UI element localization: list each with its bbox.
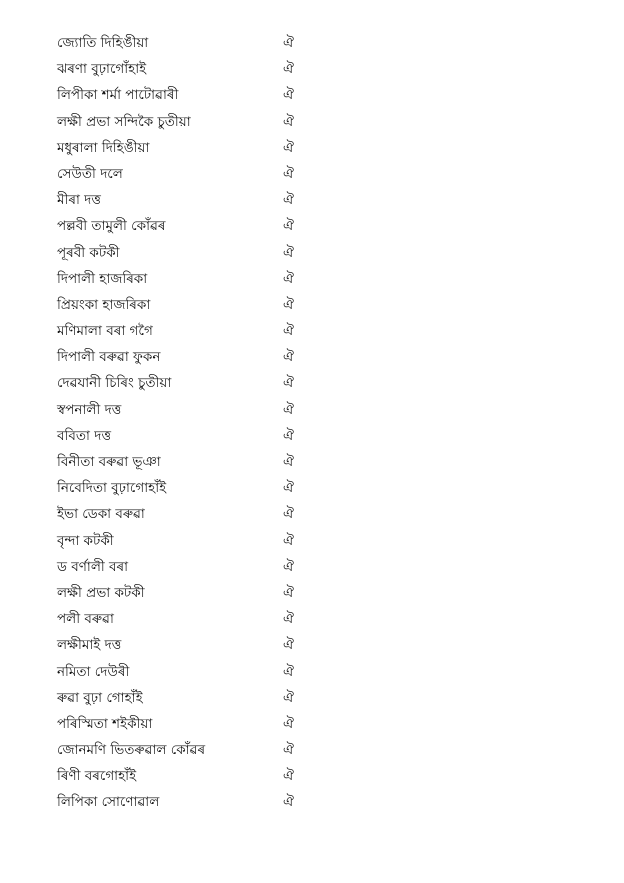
list-item [57,608,307,634]
person-name: বৃন্দা কটকী [57,532,114,549]
ditto-mark: ঐ [283,663,294,680]
list-item [57,765,307,791]
list-item [57,477,307,503]
list-item [57,503,307,529]
list-item [57,268,307,294]
ditto-mark: ঐ [283,218,294,235]
ditto-mark: ঐ [283,401,294,418]
ditto-mark: ঐ [283,113,294,130]
person-name: লক্ষী প্ৰভা সন্দিকৈ চুতীয়া [57,113,191,130]
person-name: ৰুৱা বুঢ়া গোহাঁই [57,689,143,706]
ditto-mark: ঐ [283,506,294,523]
list-item [57,582,307,608]
list-item [57,713,307,739]
list-item [57,163,307,189]
ditto-mark: ঐ [283,87,294,104]
ditto-mark: ঐ [283,611,294,628]
ditto-mark: ঐ [283,532,294,549]
person-name: ববিতা দত্ত [57,427,111,444]
person-name: সেউতী দলে [57,165,123,182]
ditto-mark: ঐ [283,296,294,313]
ditto-mark: ঐ [283,794,294,811]
list-item [57,372,307,398]
person-name: পৰিস্মিতা শইকীয়া [57,715,153,732]
person-name: নিবেদিতা বুঢ়াগোহাঁই [57,480,167,497]
person-name: পল্লবী তামুলী কোঁৱৰ [57,218,166,235]
ditto-mark: ঐ [283,323,294,340]
ditto-mark: ঐ [283,139,294,156]
ditto-mark: ঐ [283,35,294,51]
list-item [57,58,307,84]
person-name: মধুৰালা দিহিঙীয়া [57,139,150,156]
list-item [57,634,307,660]
ditto-mark: ঐ [283,454,294,470]
person-name: ঝৰণা বুঢ়াগোঁহাই [57,61,147,78]
list-item [57,189,307,215]
ditto-mark: ঐ [283,689,294,706]
ditto-mark: ঐ [283,715,294,732]
list-item [57,137,307,163]
person-name: ড বৰ্ণালী বৰা [57,558,129,575]
person-name: স্বপনালী দত্ত [57,401,122,418]
list-item [57,84,307,110]
list-item [57,32,307,58]
list-item [57,739,307,765]
list-item [57,791,307,817]
person-name: দিপালী হাজৰিকা [57,270,148,287]
list-item [57,346,307,372]
list-item [57,294,307,320]
ditto-mark: ঐ [283,427,294,444]
list-item [57,556,307,582]
person-name: জ্যোতি দিহিঙীয়া [57,35,149,51]
list-item [57,215,307,241]
person-name: দেৱযানী চিৰিং চুতীয়া [57,375,172,392]
person-name: লিপিকা সোণোৱাল [57,794,160,811]
person-name: নমিতা দেউৰী [57,663,130,680]
list-item [57,451,307,477]
ditto-mark: ঐ [283,637,294,654]
person-name: প্ৰিয়ংকা হাজৰিকা [57,296,151,313]
list-item [57,661,307,687]
name-list [57,32,307,818]
list-item [57,320,307,346]
person-name: লক্ষীমাই দত্ত [57,637,122,654]
person-name: জোনমণি ভিতৰুৱাল কোঁৱৰ [57,742,206,759]
person-name: ইভা ডেকা বৰুৱা [57,506,145,523]
ditto-mark: ঐ [283,61,294,78]
list-item [57,242,307,268]
ditto-mark: ঐ [283,349,294,366]
ditto-mark: ঐ [283,558,294,575]
list-item [57,399,307,425]
list-item [57,687,307,713]
person-name: লক্ষী প্ৰভা কটকী [57,584,145,601]
ditto-mark: ঐ [283,584,294,601]
ditto-mark: ঐ [283,768,294,785]
list-item [57,530,307,556]
ditto-mark: ঐ [283,375,294,392]
ditto-mark: ঐ [283,742,294,759]
person-name: মণিমালা বৰা গগৈ [57,323,153,340]
person-name: পূৰবী কটকী [57,244,120,261]
person-name: মীৰা দত্ত [57,192,101,209]
person-name: ৰিণী বৰগোহাঁই [57,768,137,785]
person-name: পলী বৰুৱা [57,611,114,628]
ditto-mark: ঐ [283,165,294,182]
ditto-mark: ঐ [283,480,294,497]
list-item [57,111,307,137]
ditto-mark: ঐ [283,244,294,261]
ditto-mark: ঐ [283,270,294,287]
person-name: লিপীকা শৰ্মা পাটোৱাৰী [57,87,179,104]
person-name: বিনীতা বৰুৱা ভূঞা [57,454,161,470]
person-name: দিপালী বৰুৱা ফুকন [57,349,161,366]
list-item [57,425,307,451]
ditto-mark: ঐ [283,192,294,209]
